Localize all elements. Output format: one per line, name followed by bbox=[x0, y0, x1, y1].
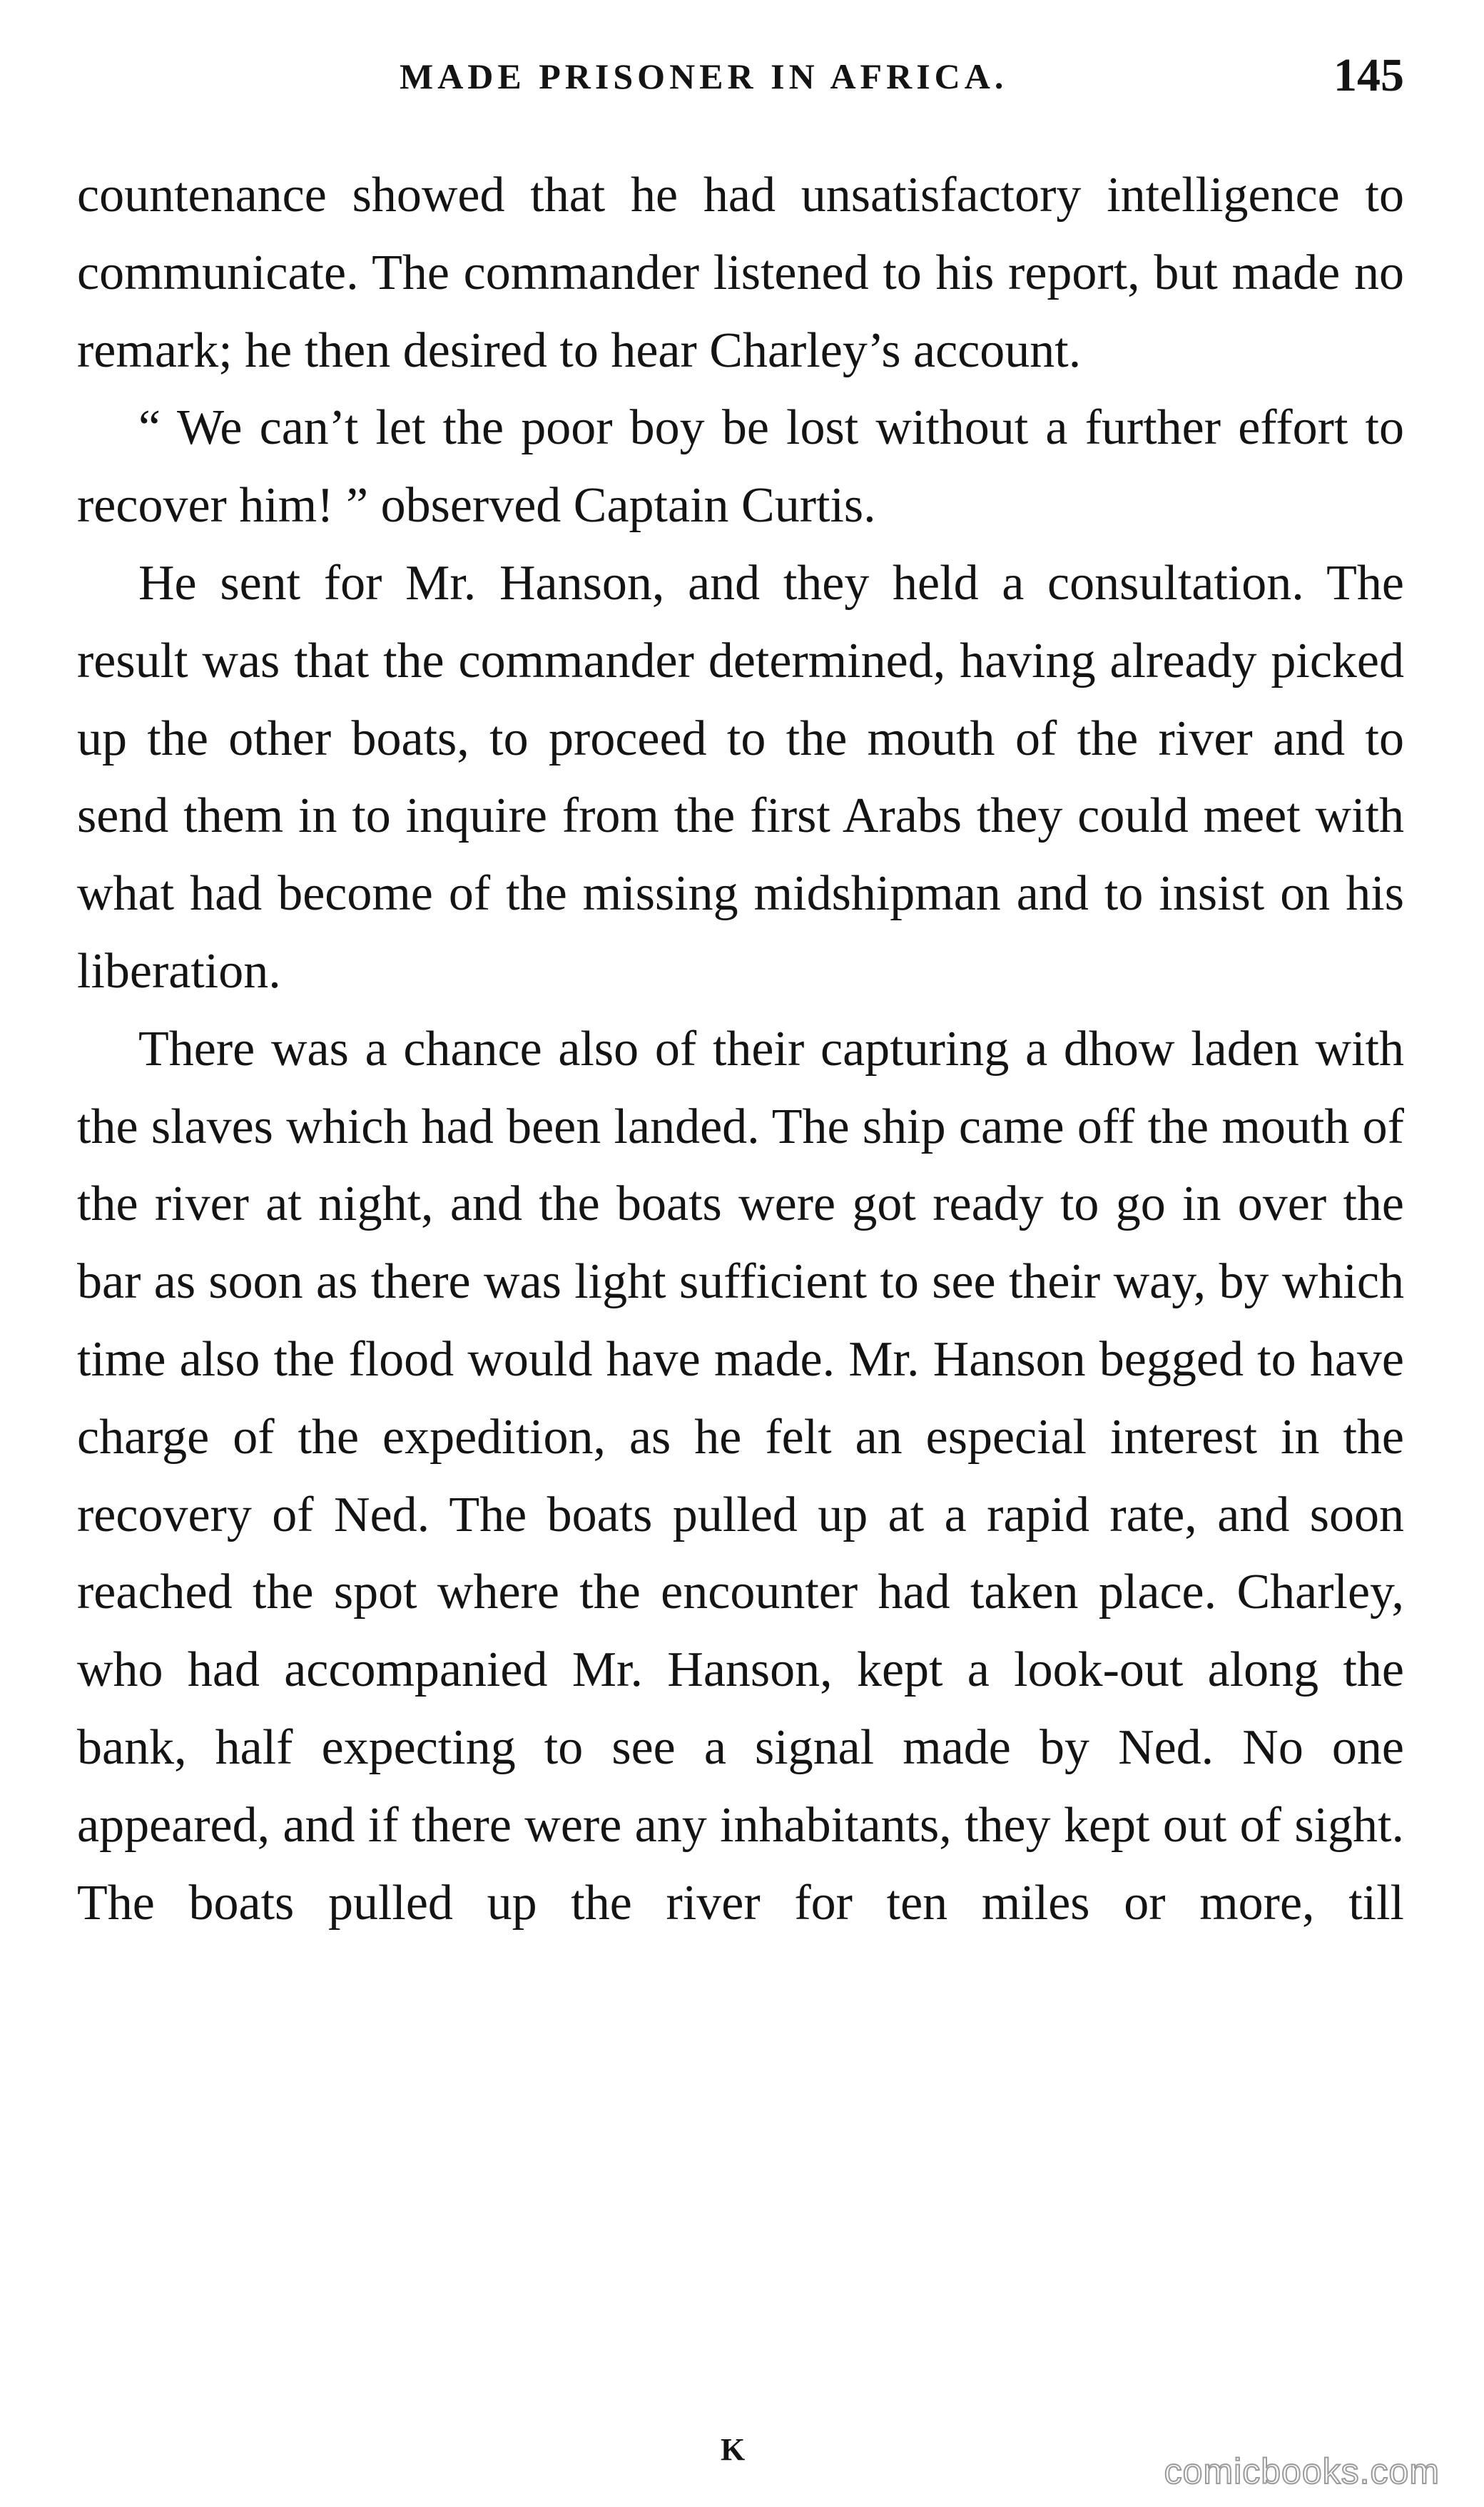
page-number: 145 bbox=[1333, 49, 1404, 101]
paragraph-2: “ We can’t let the poor boy be lost without a further effort to recover him! ” observed Captain Curtis. bbox=[77, 400, 1404, 534]
paragraph-4: There was a chance also of their capturing a dhow laden with the slaves which had been landed. The ship came off the mouth of the river at night, and the boats were got ready to go in over the bar as soon as there was light sufficient to see their way, by which time also the flood would have made. Mr. Hanson begged to have charge of the expedition, as he felt an especial interest in the recovery of Ned. The boats pulled up at a rapid rate, and soon reached the spot where the encounter had taken place. Charley, who had accompanied Mr. Hanson, kept a look-out along the bank, half expecting to see a signal made by Ned. No one appeared, and if there were any inhabitants, they kept out of sight. The boats pulled up the river for ten miles or more, till bbox=[77, 1021, 1404, 1931]
signature-mark: K bbox=[721, 2432, 746, 2467]
watermark: comicbooks.com bbox=[1164, 2451, 1440, 2491]
paragraph-1: countenance showed that he had unsatisfactory intelligence to communicate. The commander listened to his report, but made no remark; he then desired to hear Charley’s account. bbox=[77, 168, 1404, 378]
running-title: MADE PRISONER IN AFRICA. bbox=[400, 56, 1008, 96]
body-text bbox=[77, 157, 1404, 1942]
paragraph-3: He sent for Mr. Hanson, and they held a consultation. The result was that the commander determined, having already picked up the other boats, to proceed to the mouth of the river and to send them in to inquire from the first Arabs they could meet with what had become of the missing midshipman and to insist on his liberation. bbox=[77, 555, 1404, 999]
